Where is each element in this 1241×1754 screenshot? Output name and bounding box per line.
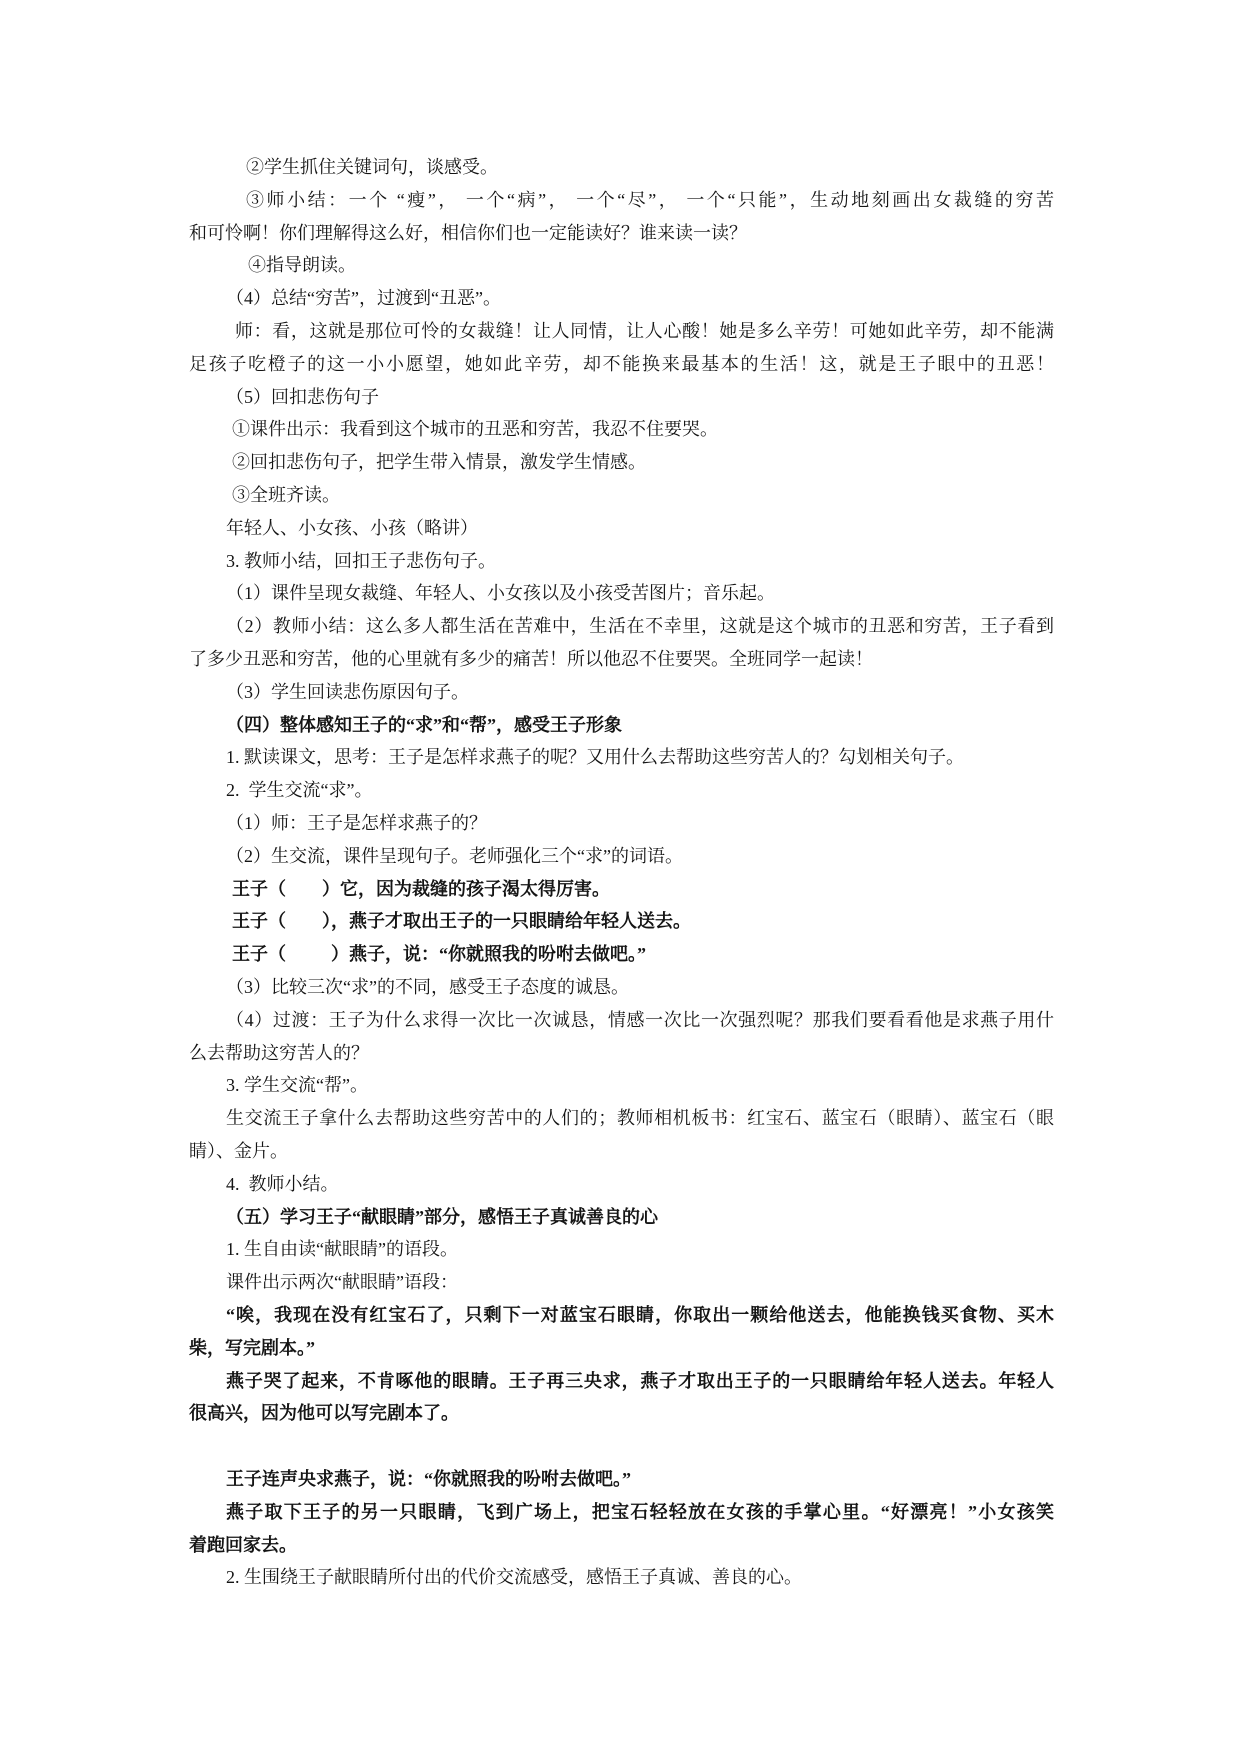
text-line: 1. 默读课文，思考：王子是怎样求燕子的呢？又用什么去帮助这些穷苦人的？勾划相关句子。 <box>226 747 964 767</box>
text-line: （4）过渡：王子为什么求得一次比一次诚恳，情感一次比一次强烈呢？那我们要看看他是求燕子用什 <box>226 1010 1054 1030</box>
text-line: 和可怜啊！你们理解得这么好，相信你们也一定能读好？谁来读一读？ <box>189 223 747 243</box>
text-line: 年轻人、小女孩、小孩（略讲） <box>226 518 478 538</box>
section-heading: （四）整体感知王子的“求”和“帮”，感受王子形象 <box>226 715 622 735</box>
quoted-passage: 王子连声央求燕子，说：“你就照我的吩咐去做吧。” <box>226 1469 631 1489</box>
fill-in-sentence: 王子（ ）燕子，说：“你就照我的吩咐去做吧。” <box>232 944 646 964</box>
quoted-passage: 很高兴，因为他可以写完剧本了。 <box>189 1403 459 1423</box>
text-line: 3. 教师小结，回扣王子悲伤句子。 <box>226 551 496 571</box>
text-line: （2）生交流，课件呈现句子。老师强化三个“求”的词语。 <box>226 846 683 866</box>
text-line: （1）师：王子是怎样求燕子的？ <box>226 813 487 833</box>
fill-in-sentence: 王子（ ），燕子才取出王子的一只眼睛给年轻人送去。 <box>232 911 691 931</box>
text-line: 2. 学生交流“求”。 <box>226 780 373 800</box>
text-line: ②回扣悲伤句子，把学生带入情景，激发学生情感。 <box>232 452 646 472</box>
text-line: （2）教师小结：这么多人都生活在苦难中，生活在不幸里，这就是这个城市的丑恶和穷苦，王子看到 <box>226 616 1054 636</box>
quoted-passage: 着跑回家去。 <box>189 1535 297 1555</box>
text-line: 课件出示两次“献眼睛”语段： <box>226 1272 458 1292</box>
text-line: ①课件出示：我看到这个城市的丑恶和穷苦，我忍不住要哭。 <box>232 419 718 439</box>
text-line: 师：看，这就是那位可怜的女裁缝！让人同情，让人心酸！她是多么辛劳！可她如此辛劳，却不能满 <box>235 321 1054 341</box>
text-line: 1. 生自由读“献眼睛”的语段。 <box>226 1239 458 1259</box>
quoted-passage: 柴，写完剧本。” <box>189 1338 315 1358</box>
text-line: （3）学生回读悲伤原因句子。 <box>226 682 469 702</box>
text-line: （3）比较三次“求”的不同，感受王子态度的诚恳。 <box>226 977 629 997</box>
text-line: 了多少丑恶和穷苦，他的心里就有多少的痛苦！所以他忍不住要哭。全班同学一起读！ <box>189 649 873 669</box>
section-heading: （五）学习王子“献眼睛”部分，感悟王子真诚善良的心 <box>226 1207 658 1227</box>
text-line: ②学生抓住关键词句，谈感受。 <box>246 157 498 177</box>
text-line: （1）课件呈现女裁缝、年轻人、小女孩以及小孩受苦图片；音乐起。 <box>226 583 775 603</box>
text-line: （5）回扣悲伤句子 <box>226 387 379 407</box>
text-line: 么去帮助这穷苦人的？ <box>189 1043 369 1063</box>
text-line: ④指导朗读。 <box>248 255 356 275</box>
quoted-passage: 燕子哭了起来，不肯啄他的眼睛。王子再三央求，燕子才取出王子的一只眼睛给年轻人送去。年轻人 <box>226 1371 1054 1391</box>
text-line: ③师小结：一个 “瘦”， 一个“病”， 一个“尽”， 一个“只能”，生动地刻画出女裁缝的穷苦 <box>246 190 1054 210</box>
text-line: 3. 学生交流“帮”。 <box>226 1075 368 1095</box>
text-line: 生交流王子拿什么去帮助这些穷苦中的人们的；教师相机板书：红宝石、蓝宝石（眼睛）、蓝宝石（眼 <box>226 1108 1054 1128</box>
text-line: （4）总结“穷苦”，过渡到“丑恶”。 <box>226 288 501 308</box>
quoted-passage: 燕子取下王子的另一只眼睛，飞到广场上，把宝石轻轻放在女孩的手掌心里。“好漂亮！”小女孩笑 <box>226 1502 1054 1522</box>
text-line: 睛）、金片。 <box>189 1141 288 1161</box>
text-line: ③全班齐读。 <box>232 485 340 505</box>
fill-in-sentence: 王子（ ）它，因为裁缝的孩子渴太得厉害。 <box>232 879 610 899</box>
text-line: 4. 教师小结。 <box>226 1174 339 1194</box>
text-line: 足孩子吃橙子的这一小小愿望，她如此辛劳，却不能换来最基本的生活！这，就是王子眼中的丑恶！ <box>189 354 1054 374</box>
text-line: 2. 生围绕王子献眼睛所付出的代价交流感受，感悟王子真诚、善良的心。 <box>226 1567 802 1587</box>
quoted-passage: “唉，我现在没有红宝石了，只剩下一对蓝宝石眼睛，你取出一颗给他送去，他能换钱买食物、买木 <box>226 1305 1054 1325</box>
